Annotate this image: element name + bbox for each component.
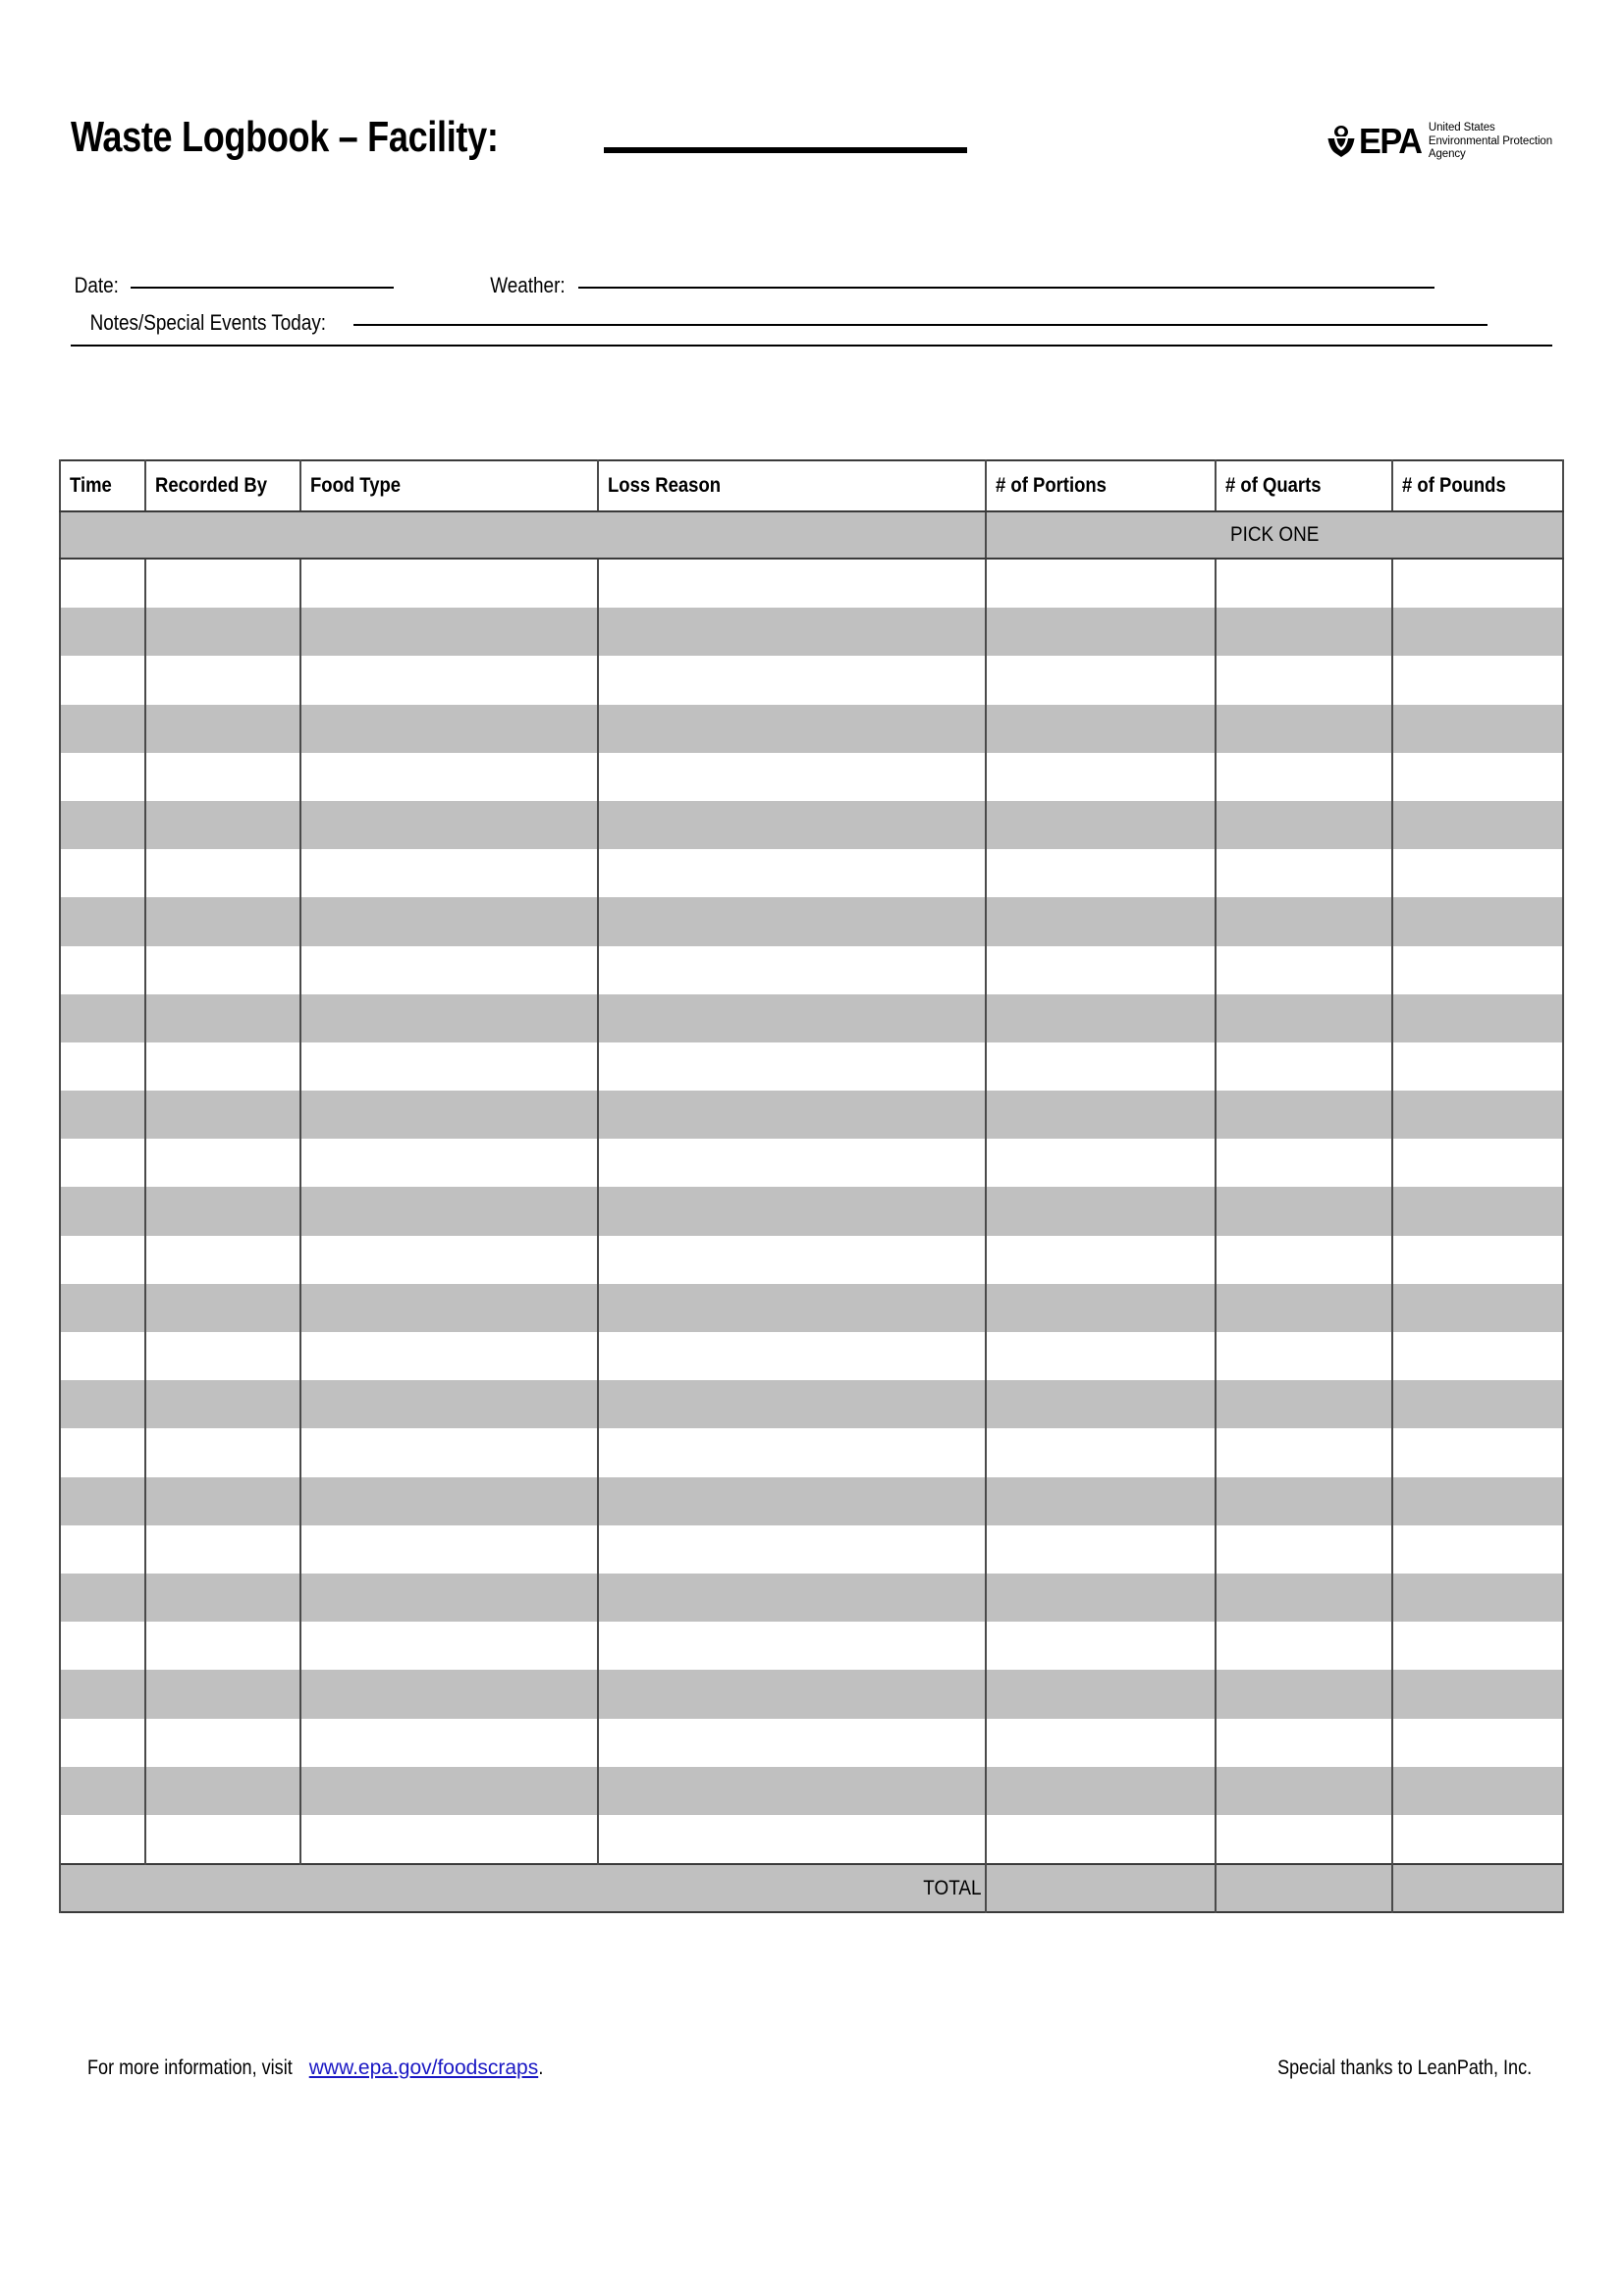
cell-time[interactable] xyxy=(60,1332,145,1380)
cell-quarts[interactable] xyxy=(1216,1477,1392,1525)
cell-quarts[interactable] xyxy=(1216,946,1392,994)
cell-quarts[interactable] xyxy=(1216,1091,1392,1139)
cell-recorded-by[interactable] xyxy=(145,946,300,994)
date-label: Date: xyxy=(74,273,119,297)
total-pounds-cell[interactable] xyxy=(1392,1864,1563,1912)
cell-pounds[interactable] xyxy=(1392,849,1563,897)
cell-time[interactable] xyxy=(60,1284,145,1332)
cell-portions[interactable] xyxy=(986,1719,1216,1767)
cell-portions[interactable] xyxy=(986,801,1216,849)
cell-time[interactable] xyxy=(60,705,145,753)
cell-time[interactable] xyxy=(60,559,145,608)
cell-loss-reason[interactable] xyxy=(598,1767,985,1815)
cell-loss-reason[interactable] xyxy=(598,1719,985,1767)
page-title: Waste Logbook – Facility: xyxy=(71,113,499,161)
cell-food-type[interactable] xyxy=(300,1525,598,1574)
cell-food-type[interactable] xyxy=(300,1236,598,1284)
cell-recorded-by[interactable] xyxy=(145,994,300,1042)
cell-pounds[interactable] xyxy=(1392,1477,1563,1525)
cell-pounds[interactable] xyxy=(1392,656,1563,704)
cell-time[interactable] xyxy=(60,1428,145,1476)
cell-pounds[interactable] xyxy=(1392,1670,1563,1718)
cell-food-type[interactable] xyxy=(300,705,598,753)
cell-food-type[interactable] xyxy=(300,656,598,704)
cell-portions[interactable] xyxy=(986,1477,1216,1525)
cell-recorded-by[interactable] xyxy=(145,801,300,849)
epa-foodscraps-link[interactable]: www.epa.gov/foodscraps xyxy=(308,2056,539,2079)
cell-time[interactable] xyxy=(60,1767,145,1815)
cell-quarts[interactable] xyxy=(1216,1815,1392,1864)
cell-portions[interactable] xyxy=(986,946,1216,994)
table-row xyxy=(60,1767,1563,1815)
cell-recorded-by[interactable] xyxy=(145,1719,300,1767)
table-row xyxy=(60,1332,1563,1380)
notes-line xyxy=(71,310,1552,347)
cell-recorded-by[interactable] xyxy=(145,1525,300,1574)
cell-pounds[interactable] xyxy=(1392,1042,1563,1091)
total-row xyxy=(60,1864,1563,1912)
cell-quarts[interactable] xyxy=(1216,1670,1392,1718)
cell-portions[interactable] xyxy=(986,1574,1216,1622)
cell-portions[interactable] xyxy=(986,1815,1216,1864)
cell-recorded-by[interactable] xyxy=(145,1284,300,1332)
cell-time[interactable] xyxy=(60,946,145,994)
cell-recorded-by[interactable] xyxy=(145,608,300,656)
notes-input-blank[interactable] xyxy=(353,323,1488,326)
cell-portions[interactable] xyxy=(986,753,1216,801)
cell-recorded-by[interactable] xyxy=(145,897,300,945)
footer-thanks-text: Special thanks to LeanPath, Inc. xyxy=(1276,2056,1532,2079)
table-row xyxy=(60,559,1563,608)
table-row xyxy=(60,1042,1563,1091)
cell-quarts[interactable] xyxy=(1216,1719,1392,1767)
date-weather-line xyxy=(71,273,1552,310)
cell-quarts[interactable] xyxy=(1216,608,1392,656)
pick-one-label-cell: PICK ONE xyxy=(986,511,1563,559)
cell-quarts[interactable] xyxy=(1216,705,1392,753)
cell-portions[interactable] xyxy=(986,1236,1216,1284)
cell-loss-reason[interactable] xyxy=(598,849,985,897)
cell-time[interactable] xyxy=(60,656,145,704)
document-footer xyxy=(71,2056,1552,2080)
cell-loss-reason[interactable] xyxy=(598,1091,985,1139)
cell-loss-reason[interactable] xyxy=(598,1815,985,1864)
cell-loss-reason[interactable] xyxy=(598,1236,985,1284)
meta-fields xyxy=(71,273,1552,393)
cell-recorded-by[interactable] xyxy=(145,1622,300,1670)
date-input-blank[interactable] xyxy=(131,286,394,289)
cell-recorded-by[interactable] xyxy=(145,1767,300,1815)
cell-loss-reason[interactable] xyxy=(598,1525,985,1574)
cell-pounds[interactable] xyxy=(1392,897,1563,945)
cell-time[interactable] xyxy=(60,608,145,656)
footer-right xyxy=(1257,2056,1552,2080)
table-row xyxy=(60,801,1563,849)
cell-food-type[interactable] xyxy=(300,1767,598,1815)
cell-recorded-by[interactable] xyxy=(145,1091,300,1139)
epa-seal-icon xyxy=(1326,125,1356,158)
cell-food-type[interactable] xyxy=(300,1815,598,1864)
cell-food-type[interactable] xyxy=(300,849,598,897)
cell-food-type[interactable] xyxy=(300,1670,598,1718)
cell-food-type[interactable] xyxy=(300,1477,598,1525)
cell-time[interactable] xyxy=(60,1622,145,1670)
cell-recorded-by[interactable] xyxy=(145,1332,300,1380)
cell-quarts[interactable] xyxy=(1216,559,1392,608)
cell-pounds[interactable] xyxy=(1392,946,1563,994)
cell-food-type[interactable] xyxy=(300,1380,598,1428)
cell-food-type[interactable] xyxy=(300,1428,598,1476)
cell-quarts[interactable] xyxy=(1216,1187,1392,1235)
cell-pounds[interactable] xyxy=(1392,1091,1563,1139)
cell-food-type[interactable] xyxy=(300,1139,598,1187)
cell-pounds[interactable] xyxy=(1392,1332,1563,1380)
cell-portions[interactable] xyxy=(986,559,1216,608)
cell-pounds[interactable] xyxy=(1392,1139,1563,1187)
cell-pounds[interactable] xyxy=(1392,1236,1563,1284)
cell-pounds[interactable] xyxy=(1392,1284,1563,1332)
document-header xyxy=(71,113,1552,224)
cell-quarts[interactable] xyxy=(1216,1525,1392,1574)
cell-portions[interactable] xyxy=(986,1284,1216,1332)
cell-food-type[interactable] xyxy=(300,1574,598,1622)
cell-loss-reason[interactable] xyxy=(598,705,985,753)
table-row xyxy=(60,849,1563,897)
cell-recorded-by[interactable] xyxy=(145,1042,300,1091)
cell-loss-reason[interactable] xyxy=(598,1139,985,1187)
table-row xyxy=(60,897,1563,945)
cell-portions[interactable] xyxy=(986,1332,1216,1380)
table-row xyxy=(60,1091,1563,1139)
cell-food-type[interactable] xyxy=(300,1042,598,1091)
total-label-cell: TOTAL xyxy=(60,1864,986,1912)
cell-food-type[interactable] xyxy=(300,1332,598,1380)
cell-pounds[interactable] xyxy=(1392,1767,1563,1815)
cell-quarts[interactable] xyxy=(1216,1139,1392,1187)
cell-food-type[interactable] xyxy=(300,1622,598,1670)
cell-pounds[interactable] xyxy=(1392,801,1563,849)
column-header-loss-reason: Loss Reason xyxy=(598,460,985,511)
cell-time[interactable] xyxy=(60,1380,145,1428)
facility-name-blank[interactable] xyxy=(604,146,967,153)
column-header-quarts: # of Quarts xyxy=(1216,460,1392,511)
cell-portions[interactable] xyxy=(986,1139,1216,1187)
column-header-pounds: # of Pounds xyxy=(1392,460,1563,511)
cell-pounds[interactable] xyxy=(1392,994,1563,1042)
cell-portions[interactable] xyxy=(986,994,1216,1042)
cell-quarts[interactable] xyxy=(1216,801,1392,849)
cell-quarts[interactable] xyxy=(1216,1622,1392,1670)
table-row xyxy=(60,1670,1563,1718)
cell-time[interactable] xyxy=(60,897,145,945)
cell-pounds[interactable] xyxy=(1392,1622,1563,1670)
cell-pounds[interactable] xyxy=(1392,705,1563,753)
cell-portions[interactable] xyxy=(986,608,1216,656)
epa-wordmark: EPA xyxy=(1359,121,1422,162)
cell-loss-reason[interactable] xyxy=(598,656,985,704)
cell-time[interactable] xyxy=(60,1236,145,1284)
cell-quarts[interactable] xyxy=(1216,1428,1392,1476)
waste-log-table xyxy=(59,459,1564,1913)
cell-food-type[interactable] xyxy=(300,1719,598,1767)
cell-time[interactable] xyxy=(60,1187,145,1235)
cell-recorded-by[interactable] xyxy=(145,1380,300,1428)
footer-period: . xyxy=(538,2056,544,2079)
cell-time[interactable] xyxy=(60,1091,145,1139)
pick-one-spacer-cell xyxy=(60,511,986,559)
cell-loss-reason[interactable] xyxy=(598,1622,985,1670)
cell-loss-reason[interactable] xyxy=(598,1187,985,1235)
cell-time[interactable] xyxy=(60,1815,145,1864)
cell-recorded-by[interactable] xyxy=(145,1670,300,1718)
cell-quarts[interactable] xyxy=(1216,1284,1392,1332)
footer-left xyxy=(71,2056,544,2080)
cell-recorded-by[interactable] xyxy=(145,1139,300,1187)
table-row xyxy=(60,656,1563,704)
cell-recorded-by[interactable] xyxy=(145,1236,300,1284)
cell-quarts[interactable] xyxy=(1216,1767,1392,1815)
table-row xyxy=(60,1284,1563,1332)
cell-time[interactable] xyxy=(60,1719,145,1767)
table-row xyxy=(60,1719,1563,1767)
cell-quarts[interactable] xyxy=(1216,849,1392,897)
cell-portions[interactable] xyxy=(986,705,1216,753)
cell-loss-reason[interactable] xyxy=(598,753,985,801)
cell-loss-reason[interactable] xyxy=(598,1284,985,1332)
cell-recorded-by[interactable] xyxy=(145,1574,300,1622)
table-row xyxy=(60,1574,1563,1622)
cell-portions[interactable] xyxy=(986,1767,1216,1815)
cell-pounds[interactable] xyxy=(1392,1719,1563,1767)
cell-portions[interactable] xyxy=(986,1525,1216,1574)
cell-pounds[interactable] xyxy=(1392,753,1563,801)
table-header xyxy=(60,460,1563,511)
cell-food-type[interactable] xyxy=(300,753,598,801)
header-row xyxy=(60,460,1563,511)
cell-portions[interactable] xyxy=(986,1380,1216,1428)
column-header-portions: # of Portions xyxy=(986,460,1216,511)
cell-quarts[interactable] xyxy=(1216,1332,1392,1380)
table-row xyxy=(60,1525,1563,1574)
cell-portions[interactable] xyxy=(986,1670,1216,1718)
table-row xyxy=(60,705,1563,753)
cell-quarts[interactable] xyxy=(1216,656,1392,704)
cell-loss-reason[interactable] xyxy=(598,1574,985,1622)
table-row xyxy=(60,1815,1563,1864)
table-row xyxy=(60,1187,1563,1235)
cell-pounds[interactable] xyxy=(1392,1815,1563,1864)
table-row xyxy=(60,1139,1563,1187)
cell-quarts[interactable] xyxy=(1216,1042,1392,1091)
cell-portions[interactable] xyxy=(986,1428,1216,1476)
notes-label: Notes/Special Events Today: xyxy=(89,310,327,335)
cell-loss-reason[interactable] xyxy=(598,994,985,1042)
cell-portions[interactable] xyxy=(986,1622,1216,1670)
cell-recorded-by[interactable] xyxy=(145,656,300,704)
cell-food-type[interactable] xyxy=(300,897,598,945)
cell-time[interactable] xyxy=(60,1042,145,1091)
cell-loss-reason[interactable] xyxy=(598,1670,985,1718)
cell-loss-reason[interactable] xyxy=(598,559,985,608)
total-portions-cell[interactable] xyxy=(986,1864,1216,1912)
cell-food-type[interactable] xyxy=(300,1091,598,1139)
cell-pounds[interactable] xyxy=(1392,1428,1563,1476)
weather-input-blank[interactable] xyxy=(578,286,1434,289)
epa-agency-name xyxy=(1429,122,1552,162)
cell-portions[interactable] xyxy=(986,849,1216,897)
footer-more-info-text: For more information, visit xyxy=(86,2056,293,2079)
pick-one-row xyxy=(60,511,1563,559)
cell-food-type[interactable] xyxy=(300,608,598,656)
cell-food-type[interactable] xyxy=(300,1187,598,1235)
cell-time[interactable] xyxy=(60,1477,145,1525)
cell-loss-reason[interactable] xyxy=(598,1477,985,1525)
epa-subtitle-line-2: Environmental Protection xyxy=(1428,134,1552,147)
cell-time[interactable] xyxy=(60,1139,145,1187)
cell-quarts[interactable] xyxy=(1216,1236,1392,1284)
cell-loss-reason[interactable] xyxy=(598,1428,985,1476)
cell-loss-reason[interactable] xyxy=(598,1042,985,1091)
cell-time[interactable] xyxy=(60,1525,145,1574)
cell-time[interactable] xyxy=(60,753,145,801)
cell-portions[interactable] xyxy=(986,1042,1216,1091)
cell-loss-reason[interactable] xyxy=(598,946,985,994)
column-header-time: Time xyxy=(60,460,145,511)
cell-recorded-by[interactable] xyxy=(145,1187,300,1235)
cell-portions[interactable] xyxy=(986,1091,1216,1139)
cell-recorded-by[interactable] xyxy=(145,1428,300,1476)
cell-recorded-by[interactable] xyxy=(145,559,300,608)
cell-food-type[interactable] xyxy=(300,1284,598,1332)
cell-recorded-by[interactable] xyxy=(145,849,300,897)
table-row xyxy=(60,994,1563,1042)
cell-recorded-by[interactable] xyxy=(145,1815,300,1864)
cell-time[interactable] xyxy=(60,1670,145,1718)
notes-input-blank-second[interactable] xyxy=(71,344,1552,347)
cell-time[interactable] xyxy=(60,1574,145,1622)
cell-recorded-by[interactable] xyxy=(145,1477,300,1525)
epa-logo xyxy=(1326,122,1552,162)
column-header-recorded-by: Recorded By xyxy=(145,460,300,511)
cell-pounds[interactable] xyxy=(1392,1574,1563,1622)
epa-subtitle-line-3: Agency xyxy=(1428,148,1466,161)
epa-subtitle-line-1: United States xyxy=(1428,122,1495,133)
total-quarts-cell[interactable] xyxy=(1216,1864,1392,1912)
cell-pounds[interactable] xyxy=(1392,608,1563,656)
table-row xyxy=(60,753,1563,801)
cell-pounds[interactable] xyxy=(1392,1380,1563,1428)
cell-quarts[interactable] xyxy=(1216,897,1392,945)
cell-recorded-by[interactable] xyxy=(145,753,300,801)
cell-portions[interactable] xyxy=(986,656,1216,704)
cell-portions[interactable] xyxy=(986,897,1216,945)
cell-quarts[interactable] xyxy=(1216,753,1392,801)
notes-line-continued xyxy=(71,347,1552,393)
table-row xyxy=(60,1428,1563,1476)
cell-pounds[interactable] xyxy=(1392,1525,1563,1574)
cell-pounds[interactable] xyxy=(1392,559,1563,608)
table-row xyxy=(60,1236,1563,1284)
cell-pounds[interactable] xyxy=(1392,1187,1563,1235)
cell-quarts[interactable] xyxy=(1216,1380,1392,1428)
cell-food-type[interactable] xyxy=(300,559,598,608)
cell-food-type[interactable] xyxy=(300,801,598,849)
cell-portions[interactable] xyxy=(986,1187,1216,1235)
table-body xyxy=(60,511,1563,1912)
table-row xyxy=(60,608,1563,656)
table-row xyxy=(60,1477,1563,1525)
cell-time[interactable] xyxy=(60,994,145,1042)
weather-label: Weather: xyxy=(489,273,566,297)
cell-loss-reason[interactable] xyxy=(598,608,985,656)
cell-food-type[interactable] xyxy=(300,946,598,994)
cell-recorded-by[interactable] xyxy=(145,705,300,753)
cell-loss-reason[interactable] xyxy=(598,1380,985,1428)
cell-time[interactable] xyxy=(60,849,145,897)
cell-quarts[interactable] xyxy=(1216,1574,1392,1622)
cell-quarts[interactable] xyxy=(1216,994,1392,1042)
cell-loss-reason[interactable] xyxy=(598,801,985,849)
column-header-food-type: Food Type xyxy=(300,460,598,511)
cell-food-type[interactable] xyxy=(300,994,598,1042)
table-row xyxy=(60,1380,1563,1428)
cell-time[interactable] xyxy=(60,801,145,849)
cell-loss-reason[interactable] xyxy=(598,897,985,945)
table-row xyxy=(60,1622,1563,1670)
table-row xyxy=(60,946,1563,994)
cell-loss-reason[interactable] xyxy=(598,1332,985,1380)
